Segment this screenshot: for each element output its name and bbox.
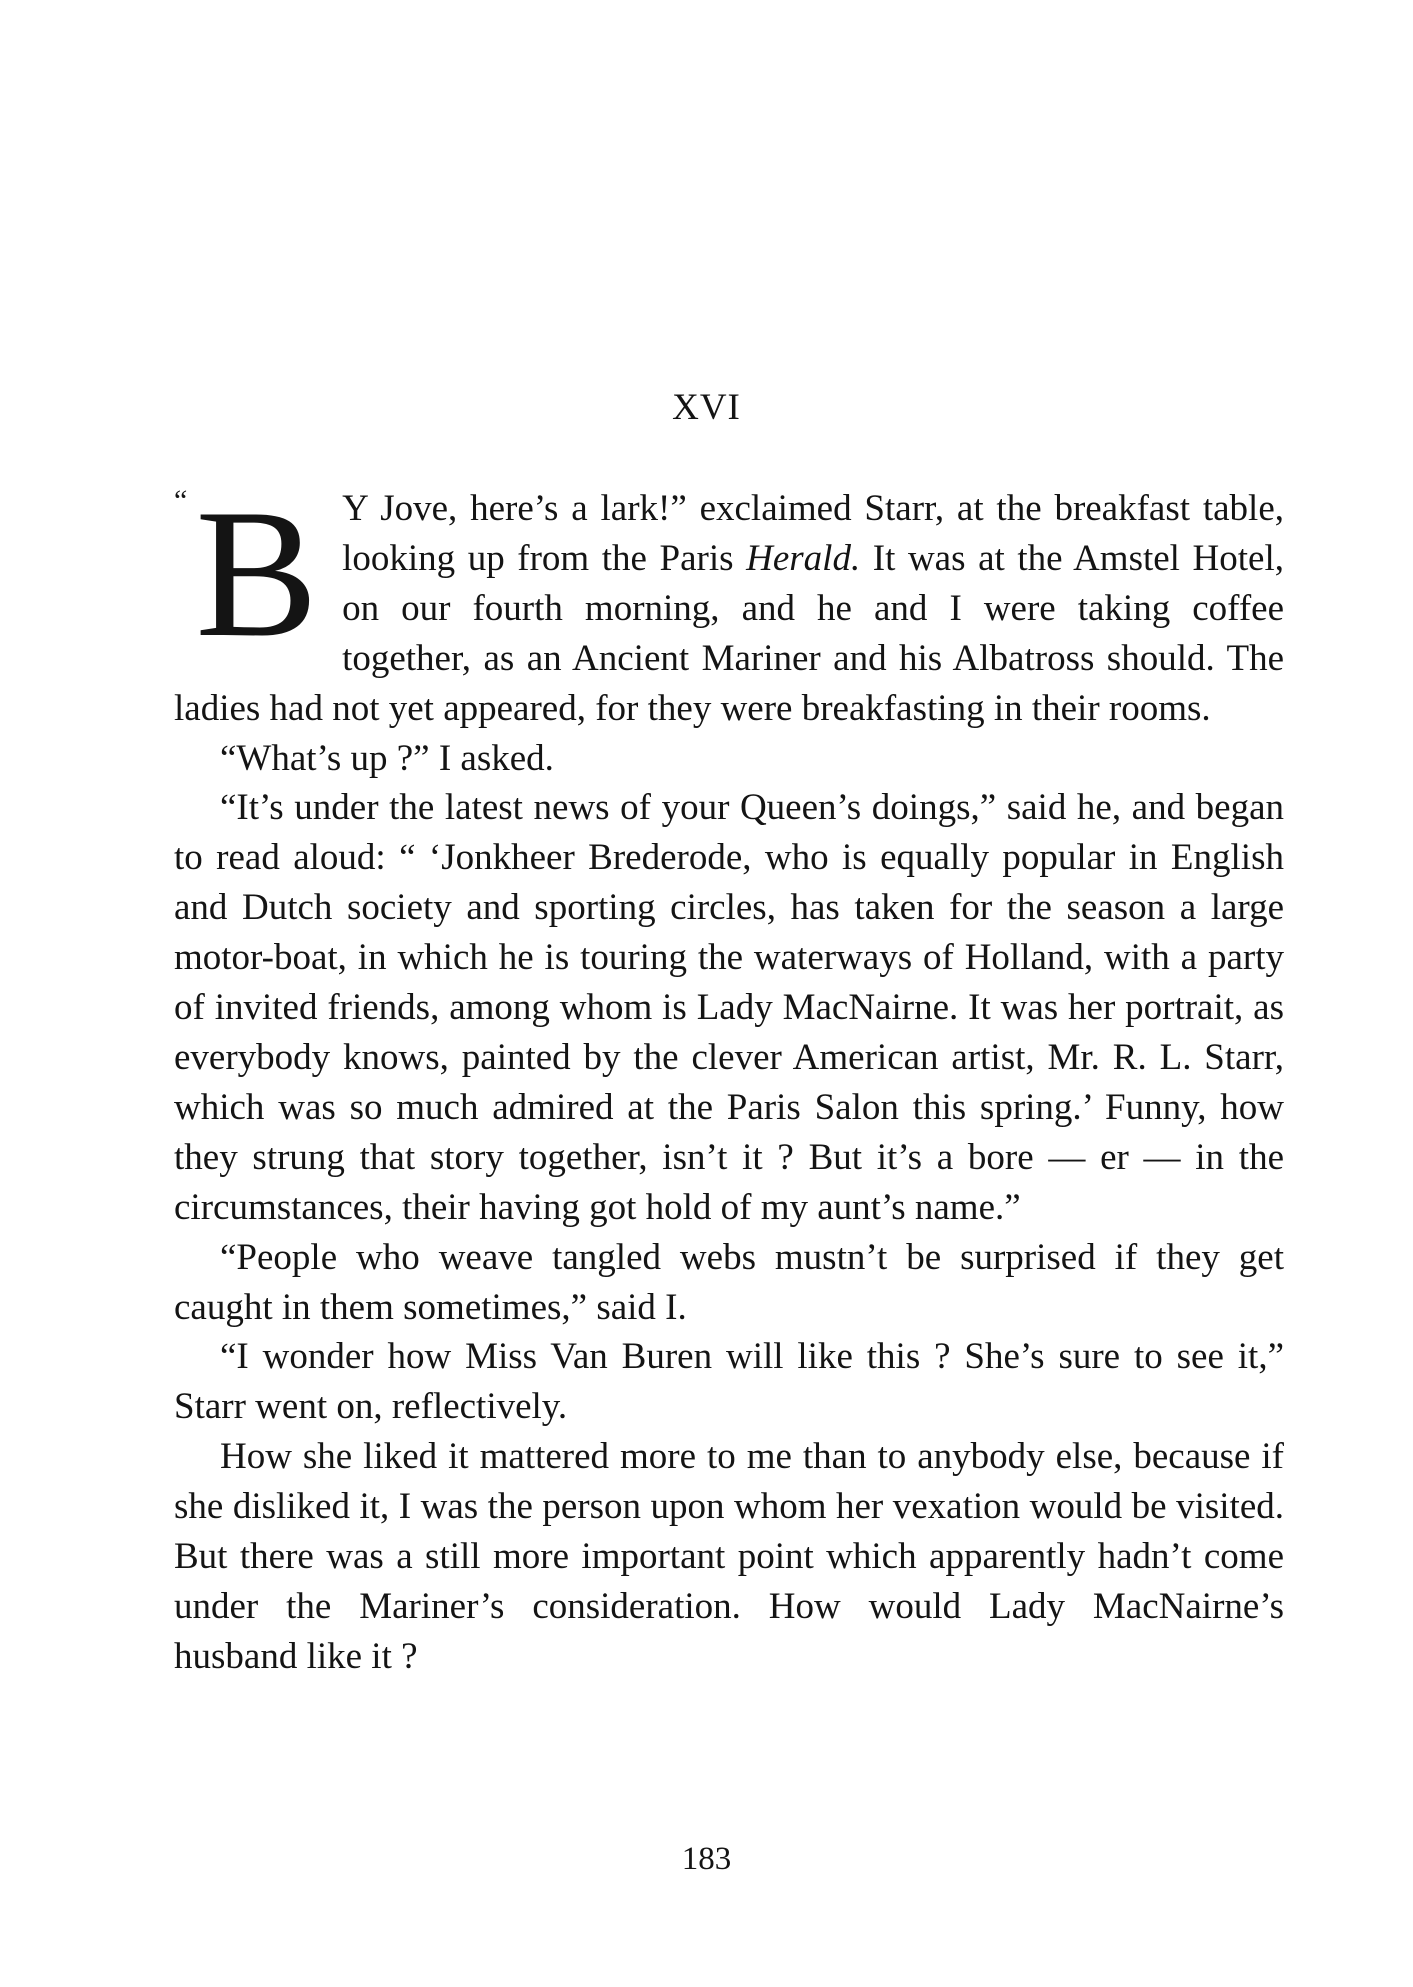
paragraph: “It’s under the latest news of your Queen’s doings,” said he, and began to read aloud: “ ‘Jonkheer Brederode, who is equally popular in English and Dutch society and sporting circles, has taken for the season a large motor-boat, in which he is touring the waterways of Holland, with a party of invited friends, among whom is Lady MacNairne. It was her portrait, as everybody knows, painted by the clever American artist, Mr. R. L. Starr, which was so much admired at the Paris Salon this spring.’ Funny, how they strung that story together, isn’t it ? But it’s a bore — er — in the circumstances, their having got hold of my aunt’s name.” (174, 787, 1284, 1228)
body-text (174, 471, 1284, 1682)
paragraph: “What’s up ?” I asked. (220, 737, 554, 779)
opening-text: Y Jove, here’s a lark!” exclaimed Starr, at the breakfast table, looking up from the Paris (342, 488, 1284, 579)
opening-text-continued: It was at the Amstel Hotel, on our fourth morning, and he and I were taking coffee together, as an Ancient Mariner and his Albatross should. The ladies had not yet appeared, for they were breakfasting in their rooms. (174, 537, 1284, 729)
paragraph: “People who weave tangled webs mustn’t be surprised if they get caught in them sometimes,” said I. (174, 1236, 1284, 1328)
opening-quote-mark: “ (174, 484, 188, 517)
drop-cap: B (195, 471, 319, 675)
newspaper-title: Herald. (746, 537, 861, 579)
opening-paragraph (174, 471, 1284, 734)
chapter-heading: XVI (672, 387, 741, 428)
page-number: 183 (681, 1841, 732, 1877)
paragraph: How she liked it mattered more to me than to anybody else, because if she disliked it, I was the person upon whom her vexation would be visited. But there was a still more important point which apparently hadn’t come under the Mariner’s consideration. How would Lady MacNairne’s husband like it ? (174, 1436, 1284, 1677)
paragraph: “I wonder how Miss Van Buren will like this ? She’s sure to see it,” Starr went on, reflectively. (174, 1336, 1284, 1428)
